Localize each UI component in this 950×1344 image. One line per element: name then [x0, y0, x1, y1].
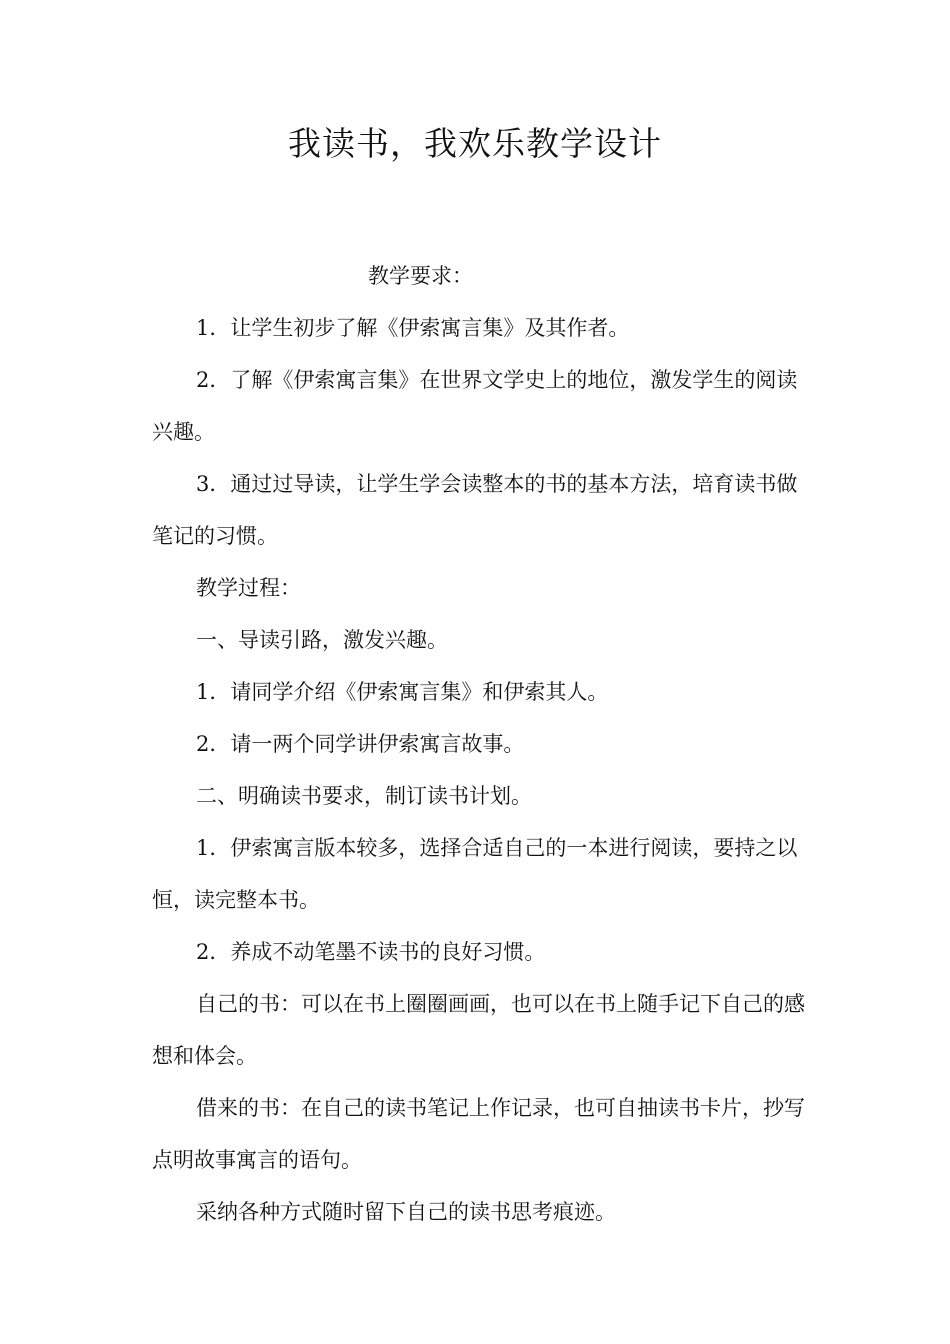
paragraph: 1．请同学介绍《伊索寓言集》和伊索其人。 — [196, 680, 609, 704]
document-body — [152, 250, 808, 1238]
paragraph: 1．让学生初步了解《伊索寓言集》及其作者。 — [196, 316, 630, 340]
paragraph: 一、导读引路，激发兴趣。 — [196, 628, 448, 652]
section-heading-requirements: 教学要求： — [368, 264, 473, 288]
paragraph: 自己的书：可以在书上圈圈画画，也可以在书上随手记下自己的感想和体会。 — [152, 992, 805, 1068]
paragraph: 3．通过过导读，让学生学会读整本的书的基本方法，培育读书做笔记的习惯。 — [152, 472, 798, 548]
paragraph: 借来的书：在自己的读书笔记上作记录，也可自抽读书卡片，抄写点明故事寓言的语句。 — [152, 1096, 805, 1172]
paragraph: 2．养成不动笔墨不读书的良好习惯。 — [196, 940, 546, 964]
section-heading-process: 教学过程： — [196, 576, 301, 600]
paragraph: 1．伊索寓言版本较多，选择合适自己的一本进行阅读，要持之以恒，读完整本书。 — [152, 836, 798, 912]
document-title: 我读书，我欢乐教学设计 — [288, 124, 662, 163]
paragraph: 采纳各种方式随时留下自己的读书思考痕迹。 — [196, 1200, 616, 1224]
paragraph: 2．请一两个同学讲伊索寓言故事。 — [196, 732, 525, 756]
paragraph: 2．了解《伊索寓言集》在世界文学史上的地位，激发学生的阅读兴趣。 — [152, 368, 798, 444]
paragraph: 二、明确读书要求，制订读书计划。 — [196, 784, 532, 808]
